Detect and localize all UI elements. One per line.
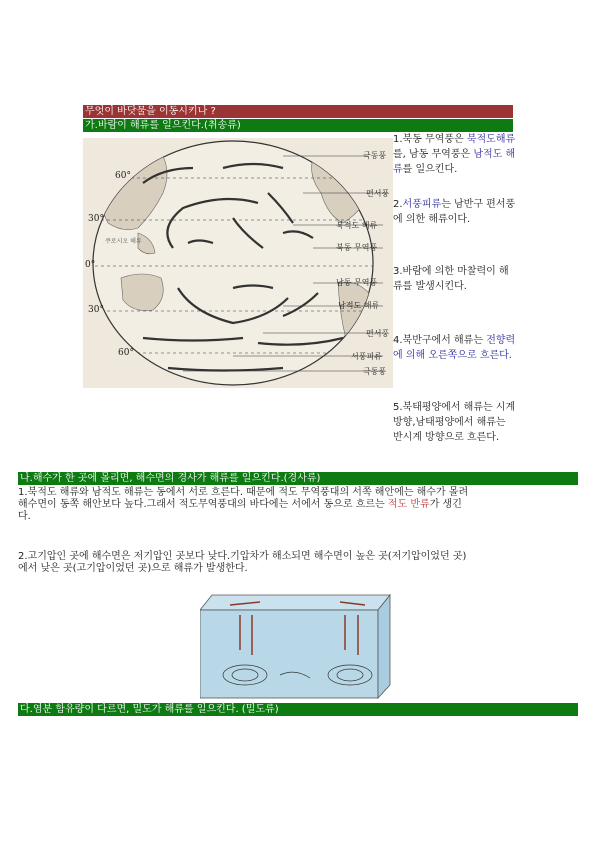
westerly-s-label: 편서풍 [366,329,390,338]
section-a-header: 가.바람이 해류를 일으킨다.(취송류) [83,119,513,132]
note-5: 5.북태평양에서 해류는 시계방향,남태평양에서 해류는 반시계 방향으로 흐른다. [393,402,516,443]
west-wind-drift-label: 서풍피류 [351,352,382,361]
lat-60s-label: 60° [118,348,134,358]
n-eq-current-label: 북적도 해류 [336,221,378,230]
kuroshio-label: 쿠로시오 해류 [105,238,142,245]
ne-trade-label: 북동 무역풍 [336,243,378,252]
wind-current-map [83,138,393,388]
note-1: 1.북동 무역풍은 북적도해류를, 남동 무역풍은 남적도 해류를 일으킨다. [393,134,516,175]
polar-east-n-label: 극동풍 [363,151,387,160]
pressure-tank-diagram [200,590,400,700]
lat-60n-label: 60° [115,171,131,181]
note-2: 2.서풍피류는 남반구 편서풍에 의한 해류이다. [393,199,516,225]
note-3: 3.바람에 의한 마찰력이 해류를 발생시킨다. [393,266,509,292]
lat-0-label: 0° [85,260,96,270]
paragraph-2: 2.고기압인 곳에 해수면은 저기압인 곳보다 낮다.기압차가 해소되면 해수면이 높은 곳(저기압이었던 곳) 에서 낮은 곳(고기압이었던 곳)으로 해류가 발생한다. [18,551,467,574]
s-eq-current-label: 남적도 해류 [338,301,380,310]
section-c-header: 다.염분 함유량이 다르면, 밀도가 해류를 일으킨다. (밀도류) [18,703,578,716]
paragraph-1: 1.북적도 해류와 남적도 해류는 동에서 서로 흐른다. 때문에 적도 무역풍대의 서쪽 해안에는 해수가 몰려 해수면이 동쪽 해안보다 높다.그래서 적도무역풍대의 바다에는 서에서 동으로 흐르는 적도 반류가 생긴 다. [18,487,469,522]
lat-30n-label: 30° [88,214,104,224]
note-4: 4.북반구에서 해류는 전향력에 의해 오른쪽으로 흐른다. [393,335,516,361]
page-title: 무엇이 바닷물을 이동시키나 ? [83,105,513,118]
se-trade-label: 남동 무역풍 [336,278,378,287]
westerly-n-label: 편서풍 [366,189,390,198]
section-b-header: 나.해수가 한 곳에 몰리면, 해수면의 경사가 해류를 일으킨다.(경사류) [18,472,578,485]
lat-30s-label: 30° [88,305,104,315]
polar-east-s-label: 극동풍 [363,367,387,376]
